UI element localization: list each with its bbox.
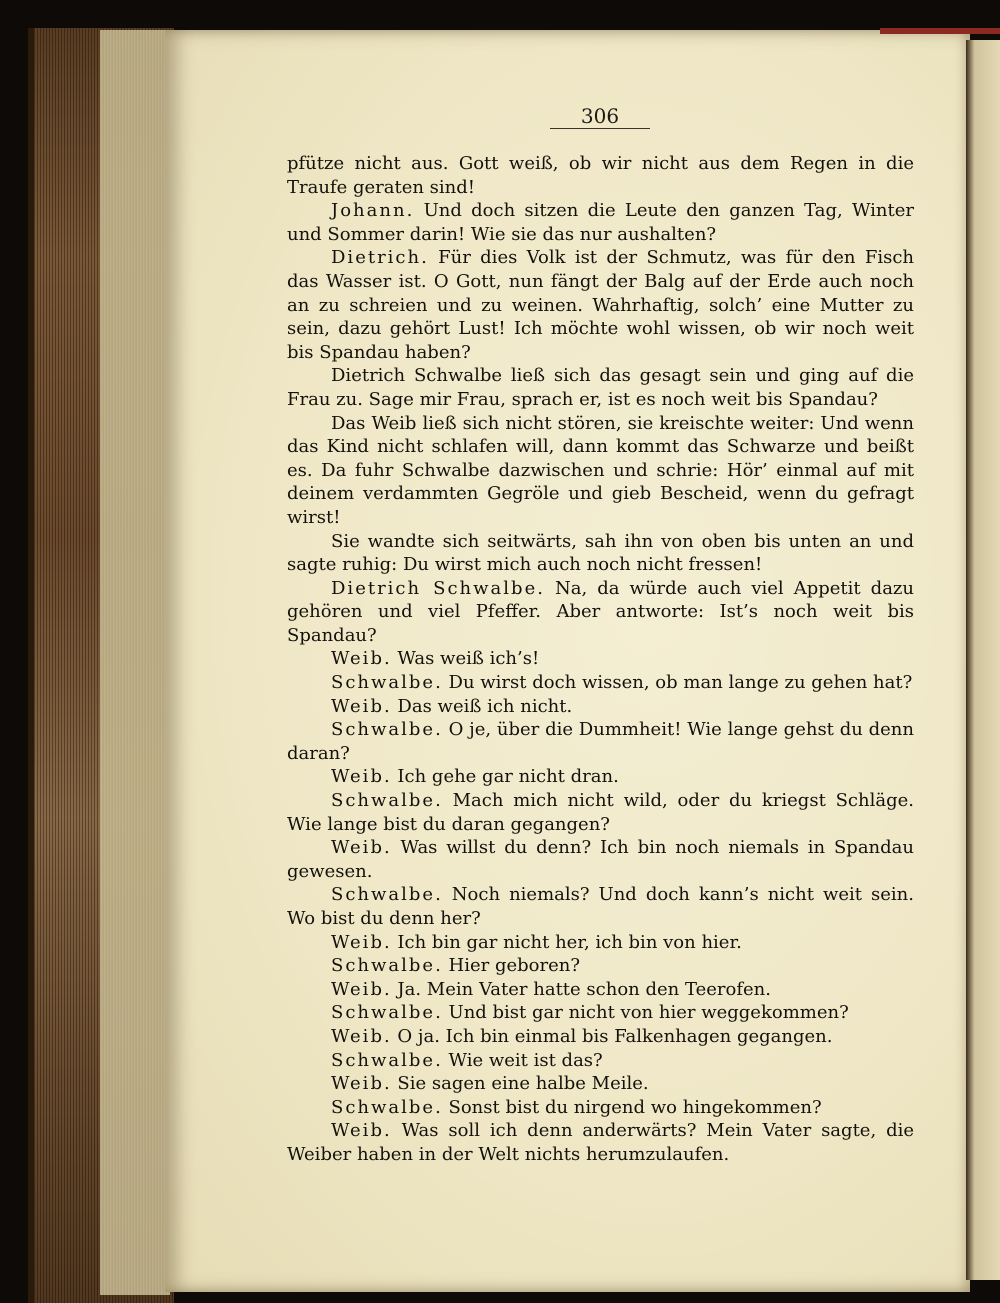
speaker-name: Weib. <box>331 931 392 953</box>
paragraph-text: Das weiß ich nicht. <box>391 695 573 717</box>
paragraph-text: Das Weib ließ sich nicht stören, sie kreischte weiter: Und wenn das Kind nicht schlafen will, dann kommt das Schwarze und beißt es. Da fuhr Schwalbe dazwischen und schrie: Hör’ einmal auf mit deinem verdammten Gegröle und gieb Bescheid, wenn du gefragt wirst! <box>287 412 914 528</box>
speaker-name: Schwalbe. <box>331 1096 443 1118</box>
paragraph <box>287 789 914 836</box>
speaker-name: Schwalbe. <box>331 672 443 694</box>
speaker-name: Dietrich. <box>331 247 429 269</box>
paragraph-text: Wie weit ist das? <box>442 1049 603 1071</box>
paragraph-text: O je, über die Dummheit! Wie lange gehst du denn daran? <box>287 719 914 764</box>
facing-page-edge <box>966 40 1000 1280</box>
speaker-name: Weib. <box>331 766 392 788</box>
paragraph-text: Ja. Mein Vater hatte schon den Teerofen. <box>391 978 771 1000</box>
paragraph <box>287 647 914 671</box>
paragraph <box>287 954 914 978</box>
paragraph-text: Noch niemals? Und doch kann’s nicht weit sein. Wo bist du denn her? <box>287 884 914 929</box>
page-text <box>287 152 914 1167</box>
paragraph <box>287 883 914 930</box>
paragraph-text: Für dies Volk ist der Schmutz, was für den Fisch das Wasser ist. O Gott, nun fängt der Balg auf der Erde auch noch an zu schreien und zu weinen. Wahrhaftig, solch’ eine Mutter zu sein, dazu gehört Lust! Ich möchte wohl wissen, ob wir noch weit bis Spandau haben? <box>287 247 914 363</box>
speaker-name: Weib. <box>331 1120 392 1142</box>
paragraph <box>287 1119 914 1166</box>
paragraph <box>287 152 914 199</box>
paragraph <box>287 364 914 411</box>
paragraph <box>287 412 914 530</box>
red-cover-edge <box>880 28 1000 34</box>
page-number: 306 <box>580 104 620 128</box>
paragraph <box>287 246 914 364</box>
paragraph <box>287 1001 914 1025</box>
paragraph-text: Mach mich nicht wild, oder du kriegst Schläge. Wie lange bist du daran gegangen? <box>287 790 914 835</box>
speaker-name: Schwalbe. <box>331 719 443 741</box>
speaker-name: Schwalbe. <box>331 790 443 812</box>
paragraph-text: Sie wandte sich seitwärts, sah ihn von oben bis unten an und sagte ruhig: Du wirst mich auch noch nicht fressen! <box>287 530 914 576</box>
paragraph-text: Dietrich Schwalbe ließ sich das gesagt sein und ging auf die Frau zu. Sage mir Frau, sprach er, ist es noch weit bis Spandau? <box>287 365 914 410</box>
page-stack-edges <box>100 30 170 1295</box>
paragraph-text: Sonst bist du nirgend wo hingekommen? <box>442 1096 822 1118</box>
speaker-name: Weib. <box>331 1025 392 1047</box>
paragraph-text: pfütze nicht aus. Gott weiß, ob wir nicht aus dem Regen in die Traufe geraten sind! <box>287 153 914 198</box>
paragraph-text: Was willst du denn? Ich bin noch niemals in Spandau gewesen. <box>287 837 914 882</box>
paragraph-text: O ja. Ich bin einmal bis Falkenhagen gegangen. <box>391 1025 833 1047</box>
speaker-name: Schwalbe. <box>331 1049 443 1071</box>
paragraph-text: Na, da würde auch viel Appetit dazu gehören und viel Pfeffer. Aber antworte: Ist’s noch weit bis Spandau? <box>287 577 914 646</box>
paragraph <box>287 577 914 648</box>
paragraph <box>287 1049 914 1073</box>
paragraph-text: Und doch sitzen die Leute den ganzen Tag, Winter und Sommer darin! Wie sie das nur aushalten? <box>287 200 914 245</box>
speaker-name: Weib. <box>331 978 392 1000</box>
paragraph <box>287 1096 914 1120</box>
speaker-name: Schwalbe. <box>331 955 443 977</box>
paragraph-text: Ich gehe gar nicht dran. <box>391 766 619 788</box>
header-rule <box>550 128 650 129</box>
paragraph <box>287 931 914 955</box>
paragraph <box>287 695 914 719</box>
paragraph-text: Was soll ich denn anderwärts? Mein Vater sagte, die Weiber haben in der Welt nichts herumzulaufen. <box>287 1120 914 1165</box>
paragraph-text: Und bist gar nicht von hier weggekommen? <box>442 1002 849 1024</box>
paragraph <box>287 1072 914 1096</box>
paragraph-text: Ich bin gar nicht her, ich bin von hier. <box>391 931 742 953</box>
paragraph <box>287 765 914 789</box>
paragraph <box>287 199 914 246</box>
paragraph-text: Hier geboren? <box>442 955 580 977</box>
paragraph <box>287 836 914 883</box>
speaker-name: Weib. <box>331 695 392 717</box>
paragraph <box>287 978 914 1002</box>
paragraph <box>287 671 914 695</box>
speaker-name: Schwalbe. <box>331 1002 443 1024</box>
speaker-name: Johann. <box>331 200 415 222</box>
paragraph <box>287 530 914 577</box>
speaker-name: Weib. <box>331 837 392 859</box>
speaker-name: Weib. <box>331 1073 392 1095</box>
speaker-name: Weib. <box>331 648 392 670</box>
speaker-name: Dietrich Schwalbe. <box>331 577 545 599</box>
paragraph-text: Sie sagen eine halbe Meile. <box>391 1073 649 1095</box>
paragraph <box>287 1025 914 1049</box>
speaker-name: Schwalbe. <box>331 884 443 906</box>
paragraph <box>287 718 914 765</box>
paragraph-text: Du wirst doch wissen, ob man lange zu gehen hat? <box>442 672 913 694</box>
paragraph-text: Was weiß ich’s! <box>391 648 540 670</box>
